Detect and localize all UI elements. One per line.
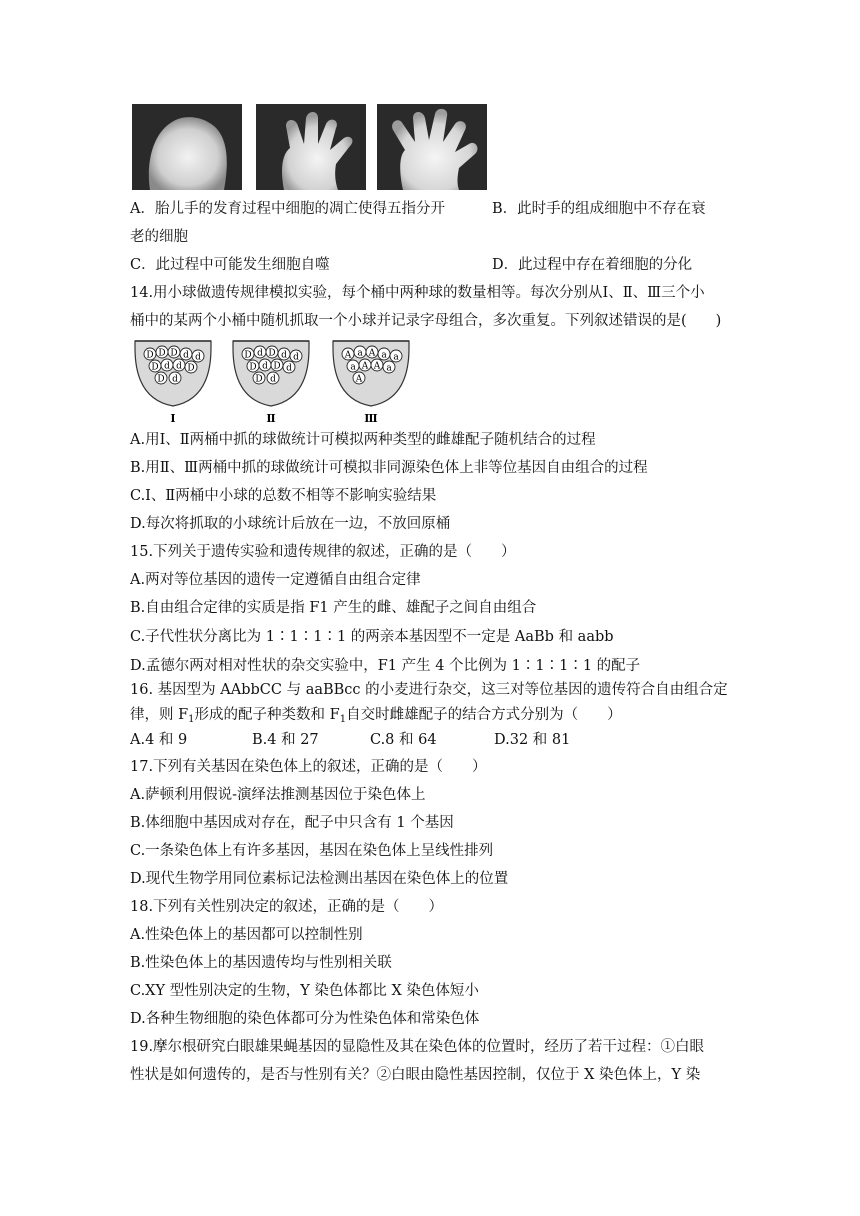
ball <box>359 359 371 372</box>
ball-letter: A <box>368 348 376 359</box>
q18-option-c: C.XY 型性别决定的生物，Y 染色体都比 X 染色体短小 <box>130 983 479 999</box>
q13-option-b-part2: 老的细胞 <box>130 229 188 245</box>
q13-options-row1 <box>130 199 730 219</box>
ball-letter: d <box>172 374 178 385</box>
bucket-1 <box>133 338 213 430</box>
ball <box>247 360 259 373</box>
ball <box>378 348 390 361</box>
ball-letter: D <box>249 362 257 373</box>
hand-image-2 <box>256 104 366 190</box>
ball <box>259 359 271 372</box>
ball-letter: d <box>257 348 263 359</box>
q17-option-b: B.体细胞中基因成对存在，配子中只含有 1 个基因 <box>130 815 454 831</box>
q15-option-a: A.两对等位基因的遗传一定遵循自由组合定律 <box>130 572 421 588</box>
q18-option-d: D.各种生物细胞的染色体都可分为性染色体和常染色体 <box>130 1011 480 1027</box>
ball-letter: d <box>195 352 201 363</box>
ball-letter: D <box>255 374 263 385</box>
q16-stem-text-c: 自交时雌雄配子的结合方式分别为（ ） <box>346 707 622 723</box>
ball <box>383 361 395 374</box>
q15-option-c: C.子代性状分离比为 1∶1∶1∶1 的两亲本基因型不一定是 AaBb 和 aabb <box>130 629 614 645</box>
ball <box>254 346 266 359</box>
ball <box>390 350 402 363</box>
bucket-label: Ⅲ <box>364 412 378 425</box>
hand-image-1 <box>132 104 242 190</box>
q16-option-d: D.32 和 81 <box>494 732 571 748</box>
q19-stem-line1: 19.摩尔根研究白眼雄果蝇基因的显隐性及其在染色体的位置时，经历了若干过程：①白眼 <box>130 1039 705 1055</box>
ball <box>155 372 167 385</box>
q14-stem-line2: 桶中的某两个小桶中随机抓取一个小球并记录字母组合，多次重复。下列叙述错误的是( ) <box>130 313 722 329</box>
bucket-1-diagram <box>133 338 213 426</box>
ball-letter: d <box>270 374 276 385</box>
q13-option-b-part1: B．此时手的组成细胞中不存在衰 <box>492 201 706 217</box>
ball <box>168 346 180 359</box>
ball-letter: D <box>273 361 281 372</box>
q15-option-b: B.自由组合定律的实质是指 F1 产生的雌、雄配子之间自由组合 <box>130 600 537 616</box>
bucket-2 <box>231 338 311 430</box>
q13-options-row2 <box>130 255 730 275</box>
q18-option-a: A.性染色体上的基因都可以控制性别 <box>130 927 363 943</box>
q16-subscript-1: 1 <box>188 714 195 725</box>
ball-letter: A <box>361 361 369 372</box>
ball <box>266 346 278 359</box>
q14-option-d: D.每次将抓取的小球统计后放在一边，不放回原桶 <box>130 516 451 532</box>
ball <box>161 359 173 372</box>
q17-stem: 17.下列有关基因在染色体上的叙述，正确的是（ ） <box>130 759 487 775</box>
ball <box>271 359 283 372</box>
ball <box>185 361 197 374</box>
q15-stem: 15.下列关于遗传实验和遗传规律的叙述，正确的是（ ） <box>130 544 516 560</box>
ball <box>342 348 354 361</box>
q14-option-a: A.用Ⅰ、Ⅱ两桶中抓的球做统计可模拟两种类型的雌雄配子随机结合的过程 <box>130 432 596 448</box>
hand-image-3 <box>377 104 487 190</box>
q13-option-d: D．此过程中存在着细胞的分化 <box>492 257 693 273</box>
q16-stem-text-a: 律，则 F <box>130 707 189 723</box>
q15-option-d: D.孟德尔两对相对性状的杂交实验中，F1 产生 4 个比例为 1∶1∶1∶1 的配子 <box>130 658 641 674</box>
ball <box>354 346 366 359</box>
ball-letter: D <box>187 363 195 374</box>
bucket-3 <box>331 338 411 430</box>
ball-letter: A <box>344 350 352 361</box>
q16-stem-line1: 16. 基因型为 AAbbCC 与 aaBBcc 的小麦进行杂交，这三对等位基因的遗传符合自由组合定 <box>130 682 728 698</box>
ball-letter: d <box>286 363 292 374</box>
q19-stem-line2: 性状是如何遗传的，是否与性别有关？②白眼由隐性基因控制，仅位于 X 染色体上，Y 染 <box>130 1067 701 1083</box>
q16-option-b: B.4 和 27 <box>252 732 319 748</box>
ball <box>144 348 156 361</box>
ball <box>267 372 279 385</box>
q17-option-a: A.萨顿利用假说-演绎法推测基因位于染色体上 <box>130 787 426 803</box>
ball-letter: d <box>183 350 189 361</box>
ball <box>173 359 185 372</box>
ball-letter: D <box>157 374 165 385</box>
ball-letter: a <box>393 352 399 363</box>
q14-stem-line1: 14.用小球做遗传规律模拟实验，每个桶中两种球的数量相等。每次分别从Ⅰ、Ⅱ、Ⅲ三个小 <box>130 285 705 301</box>
bucket-3-diagram <box>331 338 411 426</box>
ball <box>180 348 192 361</box>
ball <box>371 359 383 372</box>
ball <box>366 346 378 359</box>
ball <box>347 360 359 373</box>
ball-letter: a <box>357 348 363 359</box>
ball <box>156 346 168 359</box>
ball <box>283 361 295 374</box>
ball-letter: d <box>164 361 170 372</box>
ball-letter: D <box>151 362 159 373</box>
ball-letter: A <box>373 361 381 372</box>
ball <box>353 372 365 385</box>
ball <box>169 372 181 385</box>
q14-option-b: B.用Ⅱ、Ⅲ两桶中抓的球做统计可模拟非同源染色体上非等位基因自由组合的过程 <box>130 460 648 476</box>
ball-letter: D <box>158 348 166 359</box>
ball <box>149 360 161 373</box>
ball <box>192 350 204 363</box>
q16-subscript-2: 1 <box>339 714 347 725</box>
q13-option-c: C．此过程中可能发生细胞自噬 <box>130 257 330 273</box>
ball-letter: A <box>355 374 363 385</box>
q16-stem-line2 <box>130 705 622 730</box>
q13-option-a-part1: A．胎儿手的发育过程中细胞的凋亡使得五指分开 <box>130 201 445 217</box>
ball-letter: d <box>281 350 287 361</box>
ball <box>290 350 302 363</box>
ball-letter: D <box>146 350 154 361</box>
ball-letter: d <box>293 352 299 363</box>
ball <box>278 348 290 361</box>
ball-letter: D <box>244 350 252 361</box>
q18-stem: 18.下列有关性别决定的叙述，正确的是（ ） <box>130 899 444 915</box>
q16-stem-text-b: 形成的配子种类数和 F <box>194 707 340 723</box>
bucket-label: Ⅰ <box>170 412 176 425</box>
ball-letter: d <box>176 361 182 372</box>
q16-option-a: A.4 和 9 <box>130 732 188 748</box>
ball-letter: D <box>268 348 276 359</box>
q16-option-c: C.8 和 64 <box>370 732 437 748</box>
ball-letter: a <box>350 362 356 373</box>
bucket-2-diagram <box>231 338 311 426</box>
q18-option-b: B.性染色体上的基因遗传均与性别相关联 <box>130 955 392 971</box>
hand-photo-1 <box>132 104 242 190</box>
q17-option-c: C.一条染色体上有许多基因，基因在染色体上呈线性排列 <box>130 843 494 859</box>
ball-letter: d <box>262 361 268 372</box>
ball <box>253 372 265 385</box>
ball <box>242 348 254 361</box>
q17-option-d: D.现代生物学用同位素标记法检测出基因在染色体上的位置 <box>130 871 509 887</box>
ball-letter: a <box>386 363 392 374</box>
bucket-label: Ⅱ <box>266 412 276 425</box>
ball-letter: a <box>381 350 387 361</box>
hand-photo-2 <box>256 104 366 190</box>
q14-option-c: C.Ⅰ、Ⅱ两桶中小球的总数不相等不影响实验结果 <box>130 488 437 504</box>
ball-letter: D <box>170 348 178 359</box>
hand-photo-3 <box>377 104 487 190</box>
